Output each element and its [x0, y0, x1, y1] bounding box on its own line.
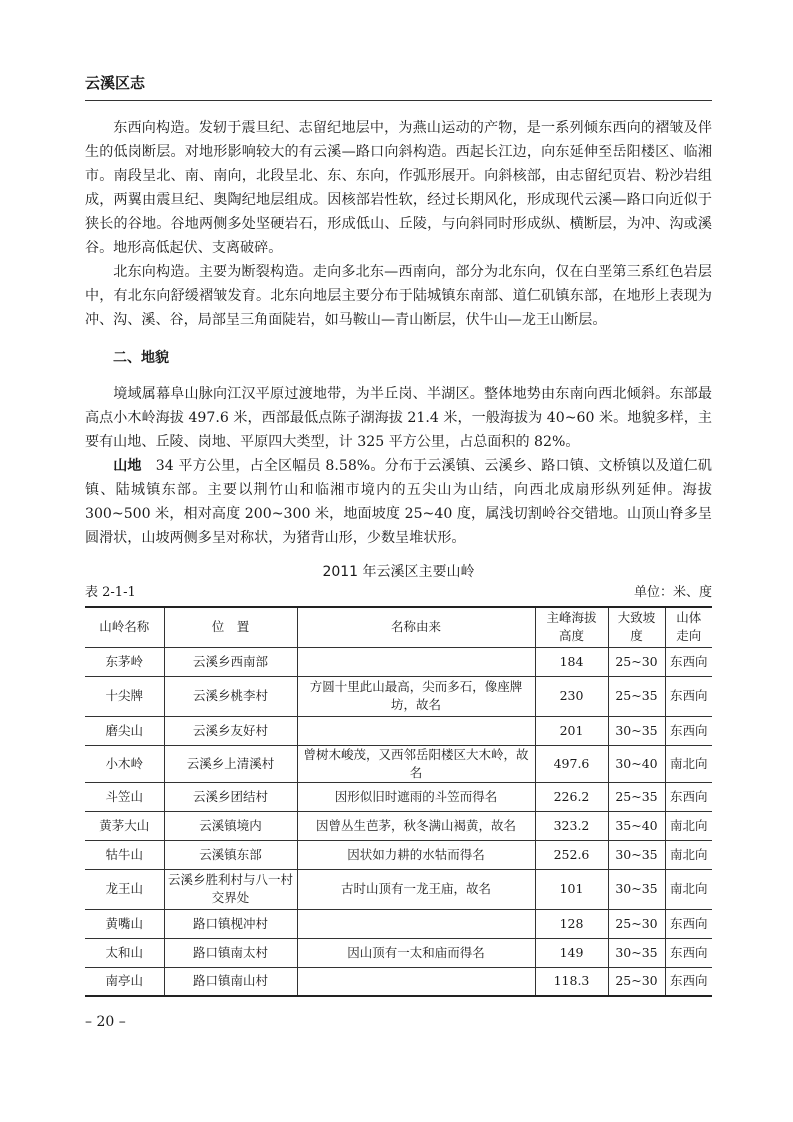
table-cell: 云溪乡桃李村: [164, 676, 297, 716]
paragraph-text: 34 平方公里，占全区幅员 8.58%。分布于云溪镇、云溪乡、路口镇、文桥镇以及道仁矶镇、陆城镇东部。主要以荆竹山和临湘市境内的五尖山为山结，向西北成扇形纵列延伸。海拔 300~500 米，相对高度 200~300 米，地面坡度 25~40 度，属浅切割岭谷交错地。山顶山脊多呈圆滑状，山坡两侧多呈对称状，为猪背山形，少数呈堆状形。: [85, 458, 713, 546]
table-header-row: [85, 607, 712, 647]
table-cell: 因状如力耕的水牯而得名: [297, 840, 535, 869]
paragraph: 东西向构造。发轫于震旦纪、志留纪地层中，为燕山运动的产物，是一系列倾东西向的褶皱及伴生的低岗断层。对地形影响较大的有云溪—路口向斜构造。西起长江边，向东延伸至岳阳楼区、临湘市。南段呈北、南、南向，北段呈北、东、东向，作弧形展开。向斜核部，由志留纪页岩、粉沙岩组成，两翼由震旦纪、奥陶纪地层组成。因核部岩性软，经过长期风化，形成现代云溪—路口向近似于狭长的谷地。谷地两侧多处坚硬岩石，形成低山、丘陵，与向斜同时形成纵、横断层，为冲、沟或溪谷。地形高低起伏、支离破碎。: [85, 120, 712, 256]
table-cell: 太和山: [85, 938, 164, 967]
table-cell: 101: [535, 869, 608, 909]
table-cell: 云溪乡友好村: [164, 716, 297, 745]
table-cell: 路口镇南太村: [164, 938, 297, 967]
table-cell: 曾树木峻茂，又西邻岳阳楼区大木岭，故名: [297, 745, 535, 782]
column-header: 主峰海拔高度: [535, 607, 608, 647]
paragraph: 北东向构造。主要为断裂构造。走向多北东—西南向，部分为北东向，仅在白垩第三系红色岩层中，有北东向舒缓褶皱发育。北东向地层主要分布于陆城镇东南部、道仁矶镇东部，在地形上表现为冲、沟、溪、谷，局部呈三角面陡岩，如马鞍山—青山断层，伏牛山—龙王山断层。: [85, 264, 712, 328]
table-cell: 252.6: [535, 840, 608, 869]
table-unit: 单位：米、度: [633, 585, 712, 600]
table-caption: 2011 年云溪区主要山岭: [322, 564, 475, 580]
table-cell: [297, 716, 535, 745]
table-cell: 龙王山: [85, 869, 164, 909]
table-cell: 南北向: [665, 869, 712, 909]
table-cell: 小木岭: [85, 745, 164, 782]
table-row: [85, 967, 712, 996]
table-cell: [297, 967, 535, 996]
table-cell: 牯牛山: [85, 840, 164, 869]
table-cell: 25~30: [608, 647, 665, 676]
table-cell: 黄嘴山: [85, 909, 164, 938]
table-cell: 十尖牌: [85, 676, 164, 716]
table-cell: [297, 647, 535, 676]
table-cell: 30~35: [608, 938, 665, 967]
table-cell: 因曾丛生芭茅，秋冬满山褐黄，故名: [297, 811, 535, 840]
table-cell: 25~30: [608, 909, 665, 938]
table-cell: 东西向: [665, 967, 712, 996]
table-cell: 南北向: [665, 811, 712, 840]
table-cell: 路口镇枧冲村: [164, 909, 297, 938]
table-cell: 30~40: [608, 745, 665, 782]
table-cell: 230: [535, 676, 608, 716]
table-cell: 25~30: [608, 967, 665, 996]
table-cell: 南北向: [665, 745, 712, 782]
table-cell: 云溪镇东部: [164, 840, 297, 869]
table-cell: 云溪乡上清溪村: [164, 745, 297, 782]
table-row: [85, 811, 712, 840]
table-cell: 路口镇南山村: [164, 967, 297, 996]
table-cell: 黄茅大山: [85, 811, 164, 840]
table-cell: 斗笠山: [85, 782, 164, 811]
table-cell: 东西向: [665, 716, 712, 745]
table-row: [85, 647, 712, 676]
table-cell: 30~35: [608, 716, 665, 745]
table-cell: 35~40: [608, 811, 665, 840]
table-cell: 226.2: [535, 782, 608, 811]
table-cell: 云溪乡西南部: [164, 647, 297, 676]
table-cell: 因形似旧时遮雨的斗笠而得名: [297, 782, 535, 811]
section-heading: 二、地貌: [113, 350, 169, 366]
table-row: [85, 909, 712, 938]
column-header: 山岭名称: [85, 607, 164, 647]
table-cell: 25~35: [608, 782, 665, 811]
table-cell: 30~35: [608, 869, 665, 909]
table-cell: 云溪乡团结村: [164, 782, 297, 811]
table-row: [85, 716, 712, 745]
table-cell: 128: [535, 909, 608, 938]
term-label: 山地: [113, 458, 142, 474]
table-row: [85, 782, 712, 811]
column-header: 名称由来: [297, 607, 535, 647]
table-cell: 东茅岭: [85, 647, 164, 676]
table-cell: 南亭山: [85, 967, 164, 996]
table-cell: 东西向: [665, 909, 712, 938]
table-cell: 云溪镇境内: [164, 811, 297, 840]
table-cell: 323.2: [535, 811, 608, 840]
paragraph: 境域属幕阜山脉向江汉平原过渡地带，为半丘岗、半湖区。整体地势由东南向西北倾斜。东部最高点小木岭海拔 497.6 米，西部最低点陈子湖海拔 21.4 米，一般海拔为 40~60 米。地貌多样，主要有山地、丘陵、岗地、平原四大类型，计 325 平方公里，占总面积的 82%。: [85, 386, 712, 450]
table-cell: 东西向: [665, 676, 712, 716]
table-cell: 149: [535, 938, 608, 967]
table-cell: 因山顶有一太和庙而得名: [297, 938, 535, 967]
header-rule: [85, 100, 712, 101]
table-cell: 东西向: [665, 782, 712, 811]
table-cell: 方圆十里此山最高，尖而多石，像座牌坊，故名: [297, 676, 535, 716]
table-cell: 古时山顶有一龙王庙，故名: [297, 869, 535, 909]
page-number: – 20 –: [85, 1014, 126, 1030]
table-cell: 497.6: [535, 745, 608, 782]
table-cell: [297, 909, 535, 938]
table-number: 表 2-1-1: [85, 585, 136, 600]
table-row: [85, 869, 712, 909]
column-header: 位 置: [164, 607, 297, 647]
table-cell: 30~35: [608, 840, 665, 869]
body-text: [85, 116, 712, 550]
table-row: [85, 840, 712, 869]
paragraph-mountain: [85, 454, 712, 550]
page-content: [85, 116, 712, 1031]
table-cell: 磨尖山: [85, 716, 164, 745]
table-row: [85, 676, 712, 716]
table-cell: 184: [535, 647, 608, 676]
table-cell: 东西向: [665, 647, 712, 676]
table-cell: 201: [535, 716, 608, 745]
table-cell: 南北向: [665, 840, 712, 869]
table-cell: 云溪乡胜利村与八一村交界处: [164, 869, 297, 909]
table-cell: 东西向: [665, 938, 712, 967]
table-cell: 25~35: [608, 676, 665, 716]
column-header: 大致坡度: [608, 607, 665, 647]
column-header: 山体走向: [665, 607, 712, 647]
mountains-table: [85, 606, 712, 997]
running-header: 云溪区志: [85, 74, 146, 92]
table-cell: 118.3: [535, 967, 608, 996]
table-row: [85, 745, 712, 782]
table-meta: [85, 584, 712, 602]
table-row: [85, 938, 712, 967]
